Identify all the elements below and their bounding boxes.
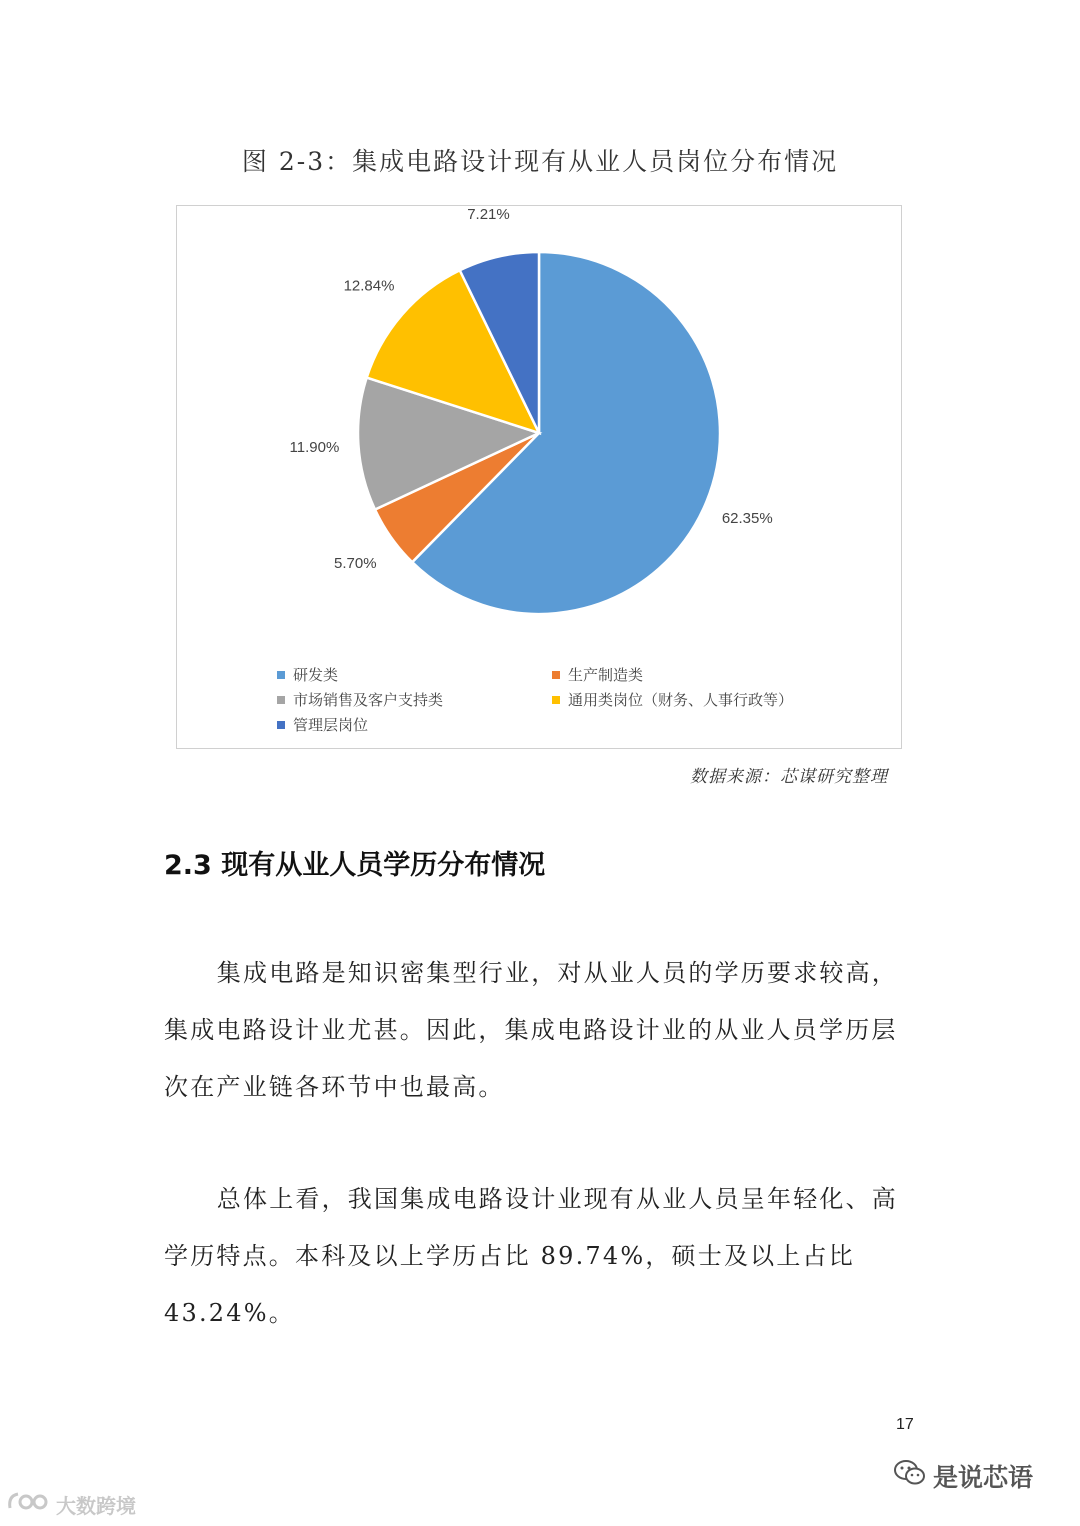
- pie-chart: [176, 205, 902, 749]
- legend-item-management: [277, 714, 368, 735]
- figure-title: 图 2-3：集成电路设计现有从业人员岗位分布情况: [241, 147, 839, 176]
- watermark-left: [6, 1490, 136, 1519]
- wechat-icon: [893, 1458, 927, 1494]
- paragraph: 总体上看，我国集成电路设计业现有从业人员呈年轻化、高学历特点。本科及以上学历占比 89.74%，硕士及以上占比 43.24%。: [164, 1185, 898, 1327]
- data-label: 7.21%: [467, 206, 510, 223]
- legend-item-manufacturing: [552, 664, 643, 685]
- data-source: 数据来源：芯谋研究整理: [690, 767, 888, 787]
- data-label: 11.90%: [289, 439, 340, 457]
- legend-label: 管理层岗位: [293, 716, 369, 734]
- paragraph: 集成电路是知识密集型行业，对从业人员的学历要求较高，集成电路设计业尤甚。因此，集成电路设计业的从业人员学历层次在产业链各环节中也最高。: [164, 959, 898, 1101]
- legend-item-rd: [277, 664, 338, 685]
- watermark-right-text: 是说芯语: [933, 1463, 1034, 1492]
- legend-swatch-general: [552, 696, 560, 704]
- legend-swatch-sales: [277, 696, 285, 704]
- watermark-left-text: 大数跨境: [56, 1494, 136, 1518]
- page-number: 17: [896, 1416, 914, 1433]
- legend-label: 生产制造类: [568, 666, 644, 684]
- legend-label: 市场销售及客户支持类: [293, 691, 444, 709]
- legend-item-sales: [277, 689, 443, 710]
- legend-swatch-management: [277, 721, 285, 729]
- data-label: 62.35%: [721, 510, 773, 528]
- legend-swatch-rd: [277, 671, 285, 679]
- data-label: 12.84%: [343, 277, 395, 295]
- section-heading: 2.3 现有从业人员学历分布情况: [164, 850, 546, 881]
- legend-item-general: [552, 689, 793, 710]
- legend-label: 研发类: [293, 666, 339, 684]
- watermark-right: [893, 1458, 1033, 1494]
- logo-icon: [6, 1490, 50, 1519]
- legend-swatch-manufacturing: [552, 671, 560, 679]
- legend-label: 通用类岗位（财务、人事行政等）: [568, 691, 794, 709]
- data-label: 5.70%: [334, 554, 377, 572]
